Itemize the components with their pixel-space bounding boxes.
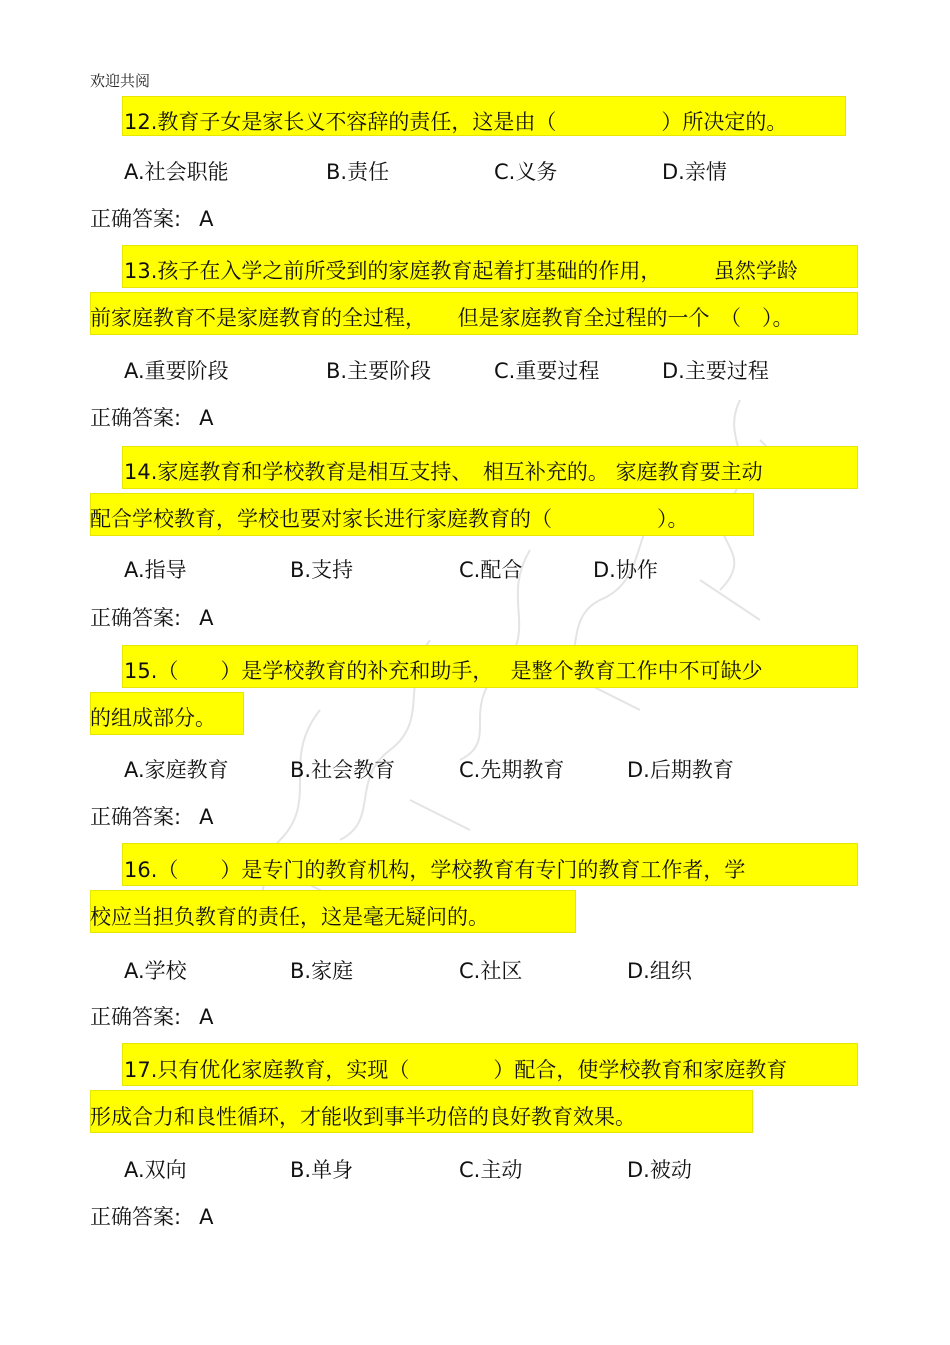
question-12-answer: [90, 204, 213, 234]
question-14-line-2: 配合学校教育，学校也要对家长进行家庭教育的（ ）。: [90, 507, 689, 531]
question-14-option-d: D.协作: [593, 558, 658, 582]
question-14-answer: [90, 603, 213, 633]
question-13-option-b: B.主要阶段: [326, 359, 432, 383]
answer-value: A: [199, 805, 214, 829]
question-14-option-b: B.支持: [290, 558, 354, 582]
question-16-option-d: D.组织: [627, 959, 692, 983]
answer-label: 正确答案:: [90, 207, 182, 231]
question-15-option-d: D.后期教育: [627, 758, 734, 782]
answer-label: 正确答案:: [90, 1205, 182, 1229]
question-12-option-d: D.亲情: [662, 160, 727, 184]
answer-label: 正确答案:: [90, 406, 182, 430]
question-17-answer: [90, 1202, 213, 1232]
question-15-answer: [90, 802, 213, 832]
question-13-line-1: 13.孩子在入学之前所受到的家庭教育起着打基础的作用， 虽然学龄: [124, 259, 798, 283]
question-13-option-a: A.重要阶段: [124, 359, 229, 383]
question-14-line-1: 14.家庭教育和学校教育是相互支持、 相互补充的。 家庭教育要主动: [124, 460, 763, 484]
question-15-line-2: 的组成部分。: [90, 706, 216, 730]
question-16-option-a: A.学校: [124, 959, 187, 983]
question-17-option-b: B.单身: [290, 1158, 354, 1182]
question-16-option-b: B.家庭: [290, 959, 354, 983]
question-12-option-c: C.义务: [494, 160, 558, 184]
answer-value: A: [199, 606, 214, 630]
question-14-option-a: A.指导: [124, 558, 187, 582]
question-16-line-2: 校应当担负教育的责任，这是毫无疑问的。: [90, 905, 489, 929]
question-17-option-a: A.双向: [124, 1158, 187, 1182]
question-14-option-c: C.配合: [459, 558, 523, 582]
question-15-option-c: C.先期教育: [459, 758, 565, 782]
question-13-option-c: C.重要过程: [494, 359, 600, 383]
answer-label: 正确答案:: [90, 606, 182, 630]
answer-value: A: [199, 1005, 214, 1029]
question-17-option-d: D.被动: [627, 1158, 692, 1182]
question-12-option-b: B.责任: [326, 160, 390, 184]
question-16-option-c: C.社区: [459, 959, 523, 983]
question-12-option-a: A.社会职能: [124, 160, 229, 184]
question-12-line-1: 12.教育子女是家长义不容辞的责任，这是由（ ）所决定的。: [124, 110, 788, 134]
page-header: 欢迎共阅: [90, 72, 151, 90]
answer-value: A: [199, 207, 214, 231]
question-15-option-b: B.社会教育: [290, 758, 396, 782]
question-15-option-a: A.家庭教育: [124, 758, 229, 782]
question-15-line-1: 15.（ ）是学校教育的补充和助手， 是整个教育工作中不可缺少: [124, 659, 763, 683]
question-17-option-c: C.主动: [459, 1158, 523, 1182]
answer-value: A: [199, 406, 214, 430]
question-13-answer: [90, 403, 213, 433]
question-13-option-d: D.主要过程: [662, 359, 769, 383]
answer-value: A: [199, 1205, 214, 1229]
question-17-line-2: 形成合力和良性循环，才能收到事半功倍的良好教育效果。: [90, 1105, 636, 1129]
question-16-answer: [90, 1002, 213, 1032]
question-17-line-1: 17.只有优化家庭教育，实现（ ）配合，使学校教育和家庭教育: [124, 1058, 788, 1082]
answer-label: 正确答案:: [90, 1005, 182, 1029]
question-16-line-1: 16.（ ）是专门的教育机构，学校教育有专门的教育工作者，学: [124, 858, 746, 882]
question-13-line-2: 前家庭教育不是家庭教育的全过程， 但是家庭教育全过程的一个 （ ）。: [90, 306, 794, 330]
answer-label: 正确答案:: [90, 805, 182, 829]
